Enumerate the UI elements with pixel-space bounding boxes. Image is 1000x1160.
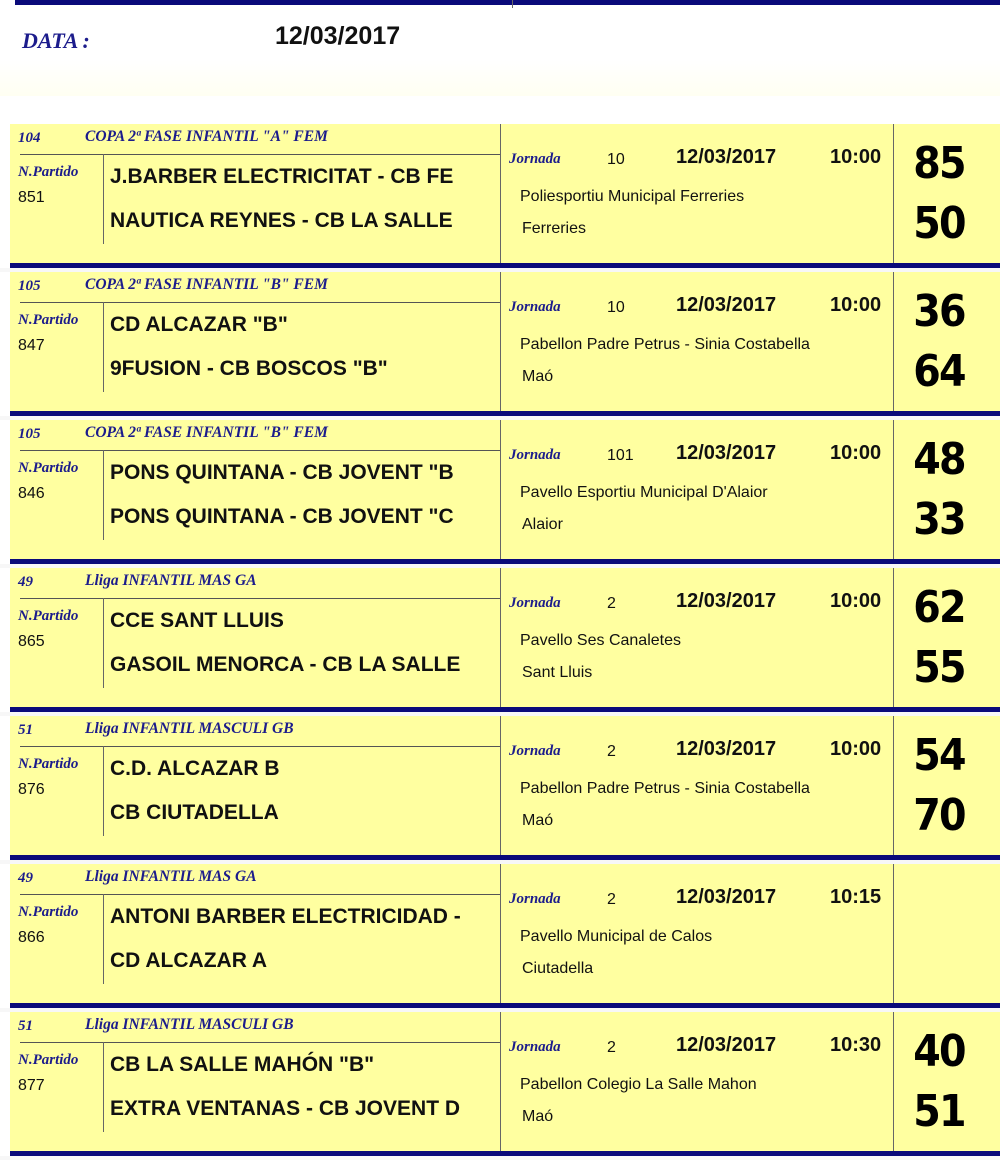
away-team: CB CIUTADELLA — [110, 801, 279, 824]
away-team: PONS QUINTANA - CB JOVENT "C — [110, 505, 454, 528]
home-team: CD ALCAZAR "B" — [110, 313, 288, 336]
score-divider — [893, 124, 894, 263]
away-score: 55 — [913, 642, 965, 693]
game-card — [10, 716, 1000, 855]
venue: Pavello Ses Canaletes — [520, 632, 681, 649]
away-team: EXTRA VENTANAS - CB JOVENT D — [110, 1097, 461, 1120]
jornada-label: Jornada — [509, 299, 561, 315]
home-team: C.D. ALCAZAR B — [110, 757, 280, 780]
venue: Pavello Esportiu Municipal D'Alaior — [520, 484, 768, 501]
competition-name: COPA 2ª FASE INFANTIL "B" FEM — [85, 276, 328, 293]
game-date: 12/03/2017 — [676, 1034, 777, 1056]
header-divider — [20, 894, 500, 895]
info-divider — [500, 420, 501, 559]
match-number: 877 — [18, 1077, 45, 1094]
match-number-label: N.Partido — [18, 608, 79, 624]
game-time: 10:00 — [830, 442, 882, 464]
city: Ciutadella — [522, 960, 594, 977]
city: Alaior — [522, 516, 563, 533]
home-team: PONS QUINTANA - CB JOVENT "B — [110, 461, 454, 484]
game-time: 10:30 — [830, 1034, 882, 1056]
city: Maó — [522, 368, 554, 385]
game-date: 12/03/2017 — [676, 738, 777, 760]
info-divider — [500, 716, 501, 855]
city: Maó — [522, 812, 554, 829]
venue: Pavello Municipal de Calos — [520, 928, 713, 945]
match-number-label: N.Partido — [18, 312, 79, 328]
score-divider — [893, 272, 894, 411]
game-time: 10:00 — [830, 294, 882, 316]
game-gap — [0, 1156, 1000, 1160]
match-number-label: N.Partido — [18, 460, 79, 476]
home-score: 40 — [913, 1026, 965, 1077]
away-score: 70 — [913, 790, 965, 841]
competition-code: 105 — [18, 278, 41, 294]
jornada-value: 101 — [607, 447, 634, 464]
venue: Pabellon Padre Petrus - Sinia Costabella — [520, 336, 810, 353]
game-card — [10, 1012, 1000, 1151]
away-score: 64 — [913, 346, 965, 397]
score-divider — [893, 420, 894, 559]
home-team: ANTONI BARBER ELECTRICIDAD - — [110, 905, 461, 928]
teams-divider — [103, 746, 104, 836]
match-number: 851 — [18, 189, 45, 206]
competition-code: 49 — [18, 574, 33, 590]
competition-code: 105 — [18, 426, 41, 442]
away-team: GASOIL MENORCA - CB LA SALLE — [110, 653, 461, 676]
game-card — [10, 568, 1000, 707]
jornada-label: Jornada — [509, 891, 561, 907]
game-time: 10:00 — [830, 146, 882, 168]
competition-code: 51 — [18, 1018, 33, 1034]
score-divider — [893, 864, 894, 1003]
game-card — [10, 272, 1000, 411]
match-number-label: N.Partido — [18, 164, 79, 180]
game-card — [10, 124, 1000, 263]
jornada-value: 2 — [607, 1039, 616, 1056]
home-score: 36 — [913, 286, 965, 337]
game-card — [10, 420, 1000, 559]
game-date: 12/03/2017 — [676, 886, 777, 908]
home-team: CB LA SALLE MAHÓN "B" — [110, 1053, 375, 1076]
teams-divider — [103, 598, 104, 688]
match-number-label: N.Partido — [18, 904, 79, 920]
game-date: 12/03/2017 — [676, 442, 777, 464]
header-divider — [20, 598, 500, 599]
teams-divider — [103, 302, 104, 392]
competition-name: COPA 2ª FASE INFANTIL "B" FEM — [85, 424, 328, 441]
score-divider — [893, 1012, 894, 1151]
home-score: 85 — [913, 138, 965, 189]
jornada-label: Jornada — [509, 743, 561, 759]
city: Ferreries — [522, 220, 587, 237]
header-divider — [20, 1042, 500, 1043]
info-divider — [500, 1012, 501, 1151]
header-divider — [20, 746, 500, 747]
info-divider — [500, 124, 501, 263]
date-value: 12/03/2017 — [275, 22, 401, 50]
top-rule — [15, 0, 1000, 5]
competition-name: COPA 2ª FASE INFANTIL "A" FEM — [85, 128, 328, 145]
games-list — [0, 124, 1000, 1160]
header-divider — [20, 302, 500, 303]
jornada-label: Jornada — [509, 151, 561, 167]
home-team: CCE SANT LLUIS — [110, 609, 284, 632]
game-date: 12/03/2017 — [676, 146, 777, 168]
competition-name: Lliga INFANTIL MAS GA — [85, 868, 257, 885]
away-score: 33 — [913, 494, 965, 545]
match-number: 866 — [18, 929, 45, 946]
competition-name: Lliga INFANTIL MASCULI GB — [85, 720, 294, 737]
match-number: 876 — [18, 781, 45, 798]
city: Sant Lluis — [522, 664, 593, 681]
header-divider — [20, 450, 500, 451]
away-score: 50 — [913, 198, 965, 249]
jornada-value: 2 — [607, 595, 616, 612]
info-divider — [500, 864, 501, 1003]
match-number: 846 — [18, 485, 45, 502]
teams-divider — [103, 154, 104, 244]
game-card — [10, 864, 1000, 1003]
game-time: 10:15 — [830, 886, 882, 908]
home-score: 54 — [913, 730, 965, 781]
match-number-label: N.Partido — [18, 756, 79, 772]
jornada-value: 2 — [607, 743, 616, 760]
match-number: 847 — [18, 337, 45, 354]
home-team: J.BARBER ELECTRICITAT - CB FE — [110, 165, 454, 188]
jornada-value: 10 — [607, 299, 625, 316]
match-number: 865 — [18, 633, 45, 650]
jornada-label: Jornada — [509, 1039, 561, 1055]
score-divider — [893, 568, 894, 707]
competition-name: Lliga INFANTIL MAS GA — [85, 572, 257, 589]
venue: Pabellon Colegio La Salle Mahon — [520, 1076, 757, 1093]
home-score: 62 — [913, 582, 965, 633]
jornada-value: 10 — [607, 151, 625, 168]
info-divider — [500, 568, 501, 707]
competition-code: 51 — [18, 722, 33, 738]
top-rule-tick — [512, 0, 513, 8]
competition-name: Lliga INFANTIL MASCULI GB — [85, 1016, 294, 1033]
venue: Poliesportiu Municipal Ferreries — [520, 188, 745, 205]
game-time: 10:00 — [830, 590, 882, 612]
home-score: 48 — [913, 434, 965, 485]
competition-code: 49 — [18, 870, 33, 886]
away-score: 51 — [913, 1086, 965, 1137]
game-time: 10:00 — [830, 738, 882, 760]
date-label: DATA : — [22, 28, 90, 53]
city: Maó — [522, 1108, 554, 1125]
match-number-label: N.Partido — [18, 1052, 79, 1068]
game-date: 12/03/2017 — [676, 294, 777, 316]
away-team: CD ALCAZAR A — [110, 949, 268, 972]
jornada-label: Jornada — [509, 595, 561, 611]
jornada-value: 2 — [607, 891, 616, 908]
info-divider — [500, 272, 501, 411]
game-date: 12/03/2017 — [676, 590, 777, 612]
score-divider — [893, 716, 894, 855]
teams-divider — [103, 1042, 104, 1132]
competition-code: 104 — [18, 130, 41, 146]
away-team: NAUTICA REYNES - CB LA SALLE — [110, 209, 453, 232]
header-divider — [20, 154, 500, 155]
teams-divider — [103, 894, 104, 984]
venue: Pabellon Padre Petrus - Sinia Costabella — [520, 780, 810, 797]
header-fade — [0, 60, 1000, 96]
away-team: 9FUSION - CB BOSCOS "B" — [110, 357, 388, 380]
teams-divider — [103, 450, 104, 540]
jornada-label: Jornada — [509, 447, 561, 463]
